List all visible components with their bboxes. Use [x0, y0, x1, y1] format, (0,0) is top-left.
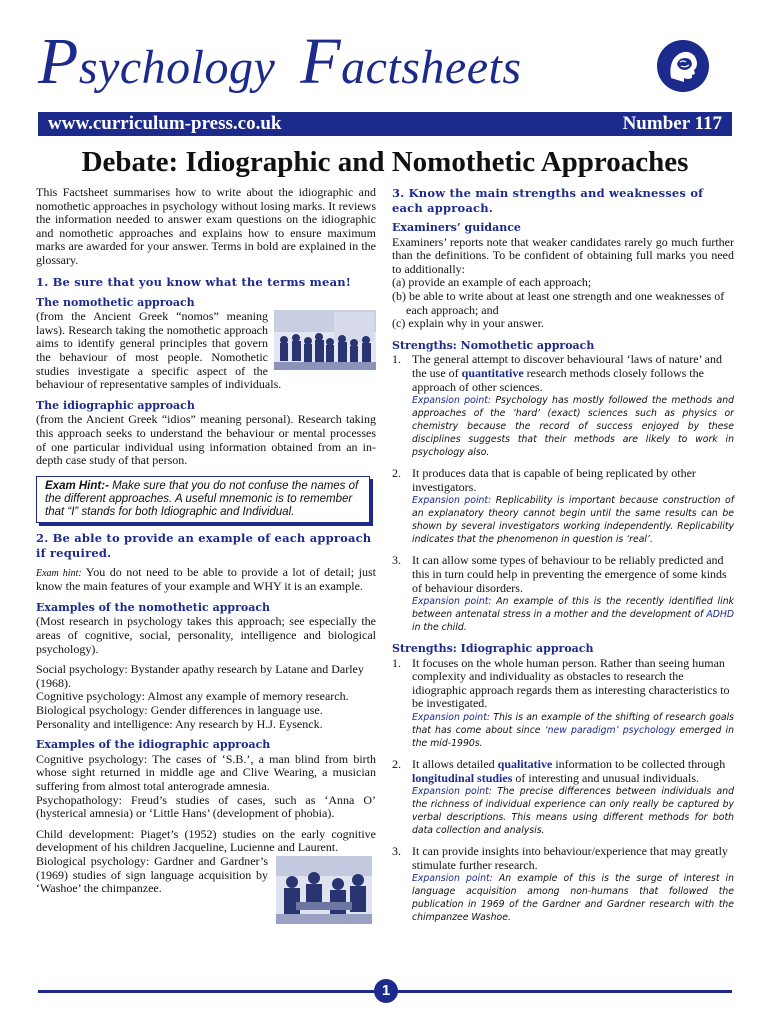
- page-title: Debate: Idiographic and Nomothetic Approaches: [81, 146, 689, 178]
- list-item: (b) be able to write about at least one strength and one weaknesses of each approach; and: [392, 288, 725, 317]
- crowd-photo: [274, 310, 376, 374]
- list-item: 2. It produces data that is capable of being replicated by other investigators. Expansion point: Replicability is important because construction of an explanatory theory cannot begin until the same results can be shown by several investigators working independently. Replicability indicates that the phenomenon in question is ‘real’.: [392, 466, 734, 546]
- list-item: 3. It can allow some types of behaviour to be reliably predicted and this in turn could help in preventing the emergence of some kinds of behaviour disorders. Expansion point: An example of this is the recently identified link between antenatal stress in a mother and the development of ADHD in the child.: [392, 553, 734, 634]
- right-column: [392, 186, 734, 932]
- examiners-guidance-text: Examiners’ reports note that weaker candidates rarely go much further than the definitions. To be confident of obtaining full marks you need to additionally:: [392, 234, 734, 276]
- banner-bar: [38, 112, 732, 136]
- list-item: Social psychology: Bystander apathy research by Latane and Darley (1968).: [36, 662, 364, 690]
- nomothetic-strengths-heading: Strengths: Nomothetic approach: [392, 338, 595, 352]
- list-item: (a) provide an example of each approach;: [392, 275, 592, 290]
- idiographic-definition: (from the Ancient Greek “idios” meaning personal). Research taking this approach seeks to understand the behaviour or mental processes of one particular individual using information obtained from an in-depth case study of that person.: [36, 412, 376, 468]
- idiographic-strengths-heading: Strengths: Idiographic approach: [392, 642, 594, 656]
- idiographic-example-cognitive: Cognitive psychology: The cases of ‘S.B.’, a man blind from birth whose sight returned in middle age and Clive Wearing, a musician suffering from almost total anterograde amnesia.: [36, 751, 376, 793]
- idiographic-example-biological: Biological psychology: Gardner and Gardner’s (1969) studies of sign language acquisition by ‘Washoe’ the chimpanzee.: [36, 853, 268, 896]
- list-item: 1. The general attempt to discover behavioural ‘laws of nature’ and the use of quantitative research methods closely follows the approach of other sciences. Expansion point: Psychology has mostly followed the methods and approaches of the ‘hard’ (exact) sciences such as physics or chemistry because the record of success enjoyed by these disciplines suggests that their methods are likely to work in psychology also.: [392, 352, 735, 459]
- head-logo-icon: [657, 40, 709, 92]
- nomothetic-examples-list: [36, 663, 376, 731]
- masthead: [38, 22, 738, 112]
- left-column: [36, 186, 376, 903]
- expansion-point: Expansion point: Psychology has mostly followed the methods and approaches of the ‘hard’ (exact) sciences such as physics or chemistry because the record of success enjoyed by these disciplines suggests that their methods are likely to work in psychology also.: [412, 395, 735, 459]
- idiographic-strengths-list: [392, 657, 734, 925]
- guidance-list: [392, 276, 734, 330]
- idiographic-example-psychopathology: Psychopathology: Freud’s studies of cases, such as ‘Anna O’ (hysterical amnesia) or ‘Little Hans’ (development of phobia).: [36, 792, 376, 821]
- nomothetic-strengths-list: [392, 353, 734, 634]
- list-item: Biological psychology: Gender differences in language use.: [36, 703, 323, 718]
- list-item: Cognitive psychology: Almost any example of memory research.: [36, 689, 349, 704]
- list-item: (c) explain why in your answer.: [392, 316, 544, 331]
- website-url[interactable]: www.curriculum-press.co.uk: [48, 113, 282, 134]
- expansion-point: Expansion point: An example of this is the recently identified link between antenatal stress in a mother and the development of ADHD in the child.: [412, 596, 734, 634]
- nomothetic-heading: The nomothetic approach: [36, 295, 195, 309]
- idiographic-example-child: Child development: Piaget’s (1952) studies on the early cognitive development of his children Jacqueline, Lucienne and Laurent.: [36, 826, 376, 855]
- section-1-heading: 1. Be sure that you know what the terms mean!: [36, 274, 352, 289]
- expansion-point: Expansion point: This is an example of the shifting of research goals that has come about since ‘new paradigm’ psychology emerged in the mid-1990s.: [412, 712, 734, 750]
- list-item: Personality and intelligence: Any research by H.J. Eysenck.: [36, 716, 323, 731]
- classroom-photo: [276, 856, 372, 928]
- expansion-point: Expansion point: Replicability is important because construction of an explanatory theory cannot begin until the same results can be shown by several investigators working independently. Replicability indicates that the phenomenon in question is ‘real’.: [412, 495, 734, 546]
- nomothetic-examples-heading: Examples of the nomothetic approach: [36, 600, 271, 614]
- expansion-point: Expansion point: The precise differences between individuals and the richness of individual experience can only really be captured by verbal descriptions. This means using different methods for both data collection and analysis.: [412, 786, 734, 837]
- section-3-heading: 3. Know the main strengths and weaknesses of each approach.: [392, 186, 704, 215]
- brand-title: Psychology Factsheets: [38, 25, 522, 98]
- nomothetic-examples-intro: (Most research in psychology takes this approach; see especially the areas of cognitive, social, personality, intelligence and biological psychology).: [36, 614, 376, 656]
- issue-number: Number 117: [622, 113, 722, 134]
- examiners-guidance-heading: Examiners’ guidance: [392, 221, 521, 234]
- page-number: 1: [374, 979, 398, 1003]
- idiographic-heading: The idiographic approach: [36, 398, 195, 412]
- expansion-point: Expansion point: An example of this is the surge of interest in language acquisition among non-humans that followed the publication in 1969 of the Gardner and Gardner research with the chimpanzee Washoe.: [412, 873, 735, 924]
- idiographic-examples-heading: Examples of the idiographic approach: [36, 738, 271, 752]
- intro-paragraph: This Factsheet summarises how to write about the idiographic and nomothetic approaches in psychology without losing marks. It reviews the information needed to answer exam questions on the idiographic and nomothetic approaches and explains how to ensure maximum marks are awarded for your answer. Terms in bold are explained in the glossary.: [36, 185, 376, 267]
- list-item: 2. It allows detailed qualitative information to be collected through longitudinal studies of interesting and unusual individuals. Expansion point: The precise differences between individuals and the richness of individual experience can only really be captured by verbal descriptions. This means using different methods for both data collection and analysis.: [392, 757, 734, 837]
- nomothetic-definition: (from the Ancient Greek “nomos” meaning laws). Research taking the nomothetic approach aims to identify general principles that govern the behaviour of most people. Nomothetic studies investigate a specific aspect of the behaviour of representative samples of individuals.: [36, 309, 282, 392]
- section-2-heading: 2. Be able to provide an example of each approach if required.: [36, 530, 372, 560]
- exam-hint-paragraph: Exam hint: You do not need to be able to provide a lot of detail; just know the main features of your example and WHY it is an example.: [36, 564, 376, 594]
- exam-hint-box: Exam Hint:- Make sure that you do not confuse the names of the different approaches. A useful mnemonic is to remember that “I” stands for both Idiographic and Individual.: [36, 476, 370, 523]
- list-item: 3. It can provide insights into behaviour/experience that may greatly stimulate further research. Expansion point: An example of this is the surge of interest in language acquisition among non-humans that followed the publication in 1969 of the Gardner and Gardner research with the chimpanzee Washoe.: [392, 844, 735, 924]
- list-item: 1. It focuses on the whole human person. Rather than seeing human complexity and individuality as obstacles to research the idiographic approach regards them as interesting characteristics to be investigated. Expansion point: This is an example of the shifting of research goals that has come about since ‘new paradigm’ psychology emerged in the mid-1990s.: [392, 655, 734, 750]
